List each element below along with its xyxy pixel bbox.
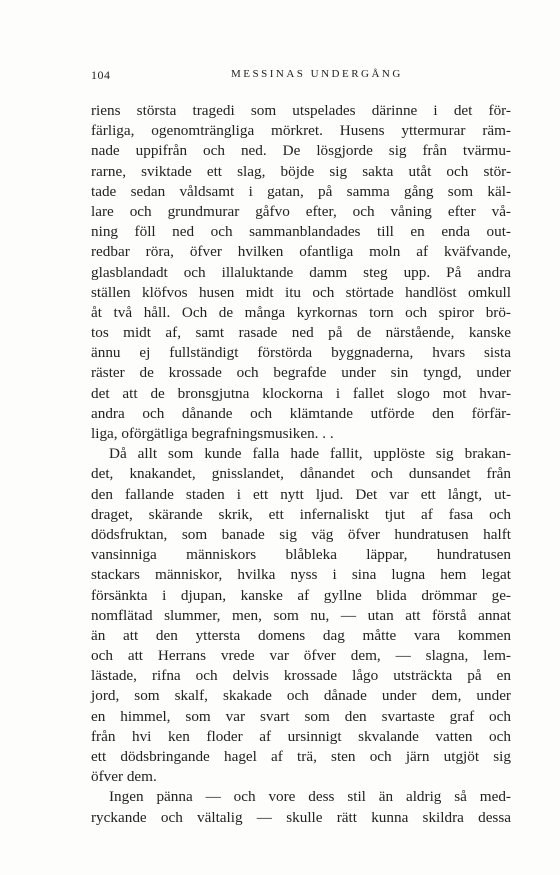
page-number: 104 [91,68,111,82]
text-line: ett dödsbringande hagel af trä, sten och järn utgjöt sig [91,748,511,765]
text-line: nade uppifrån och ned. De lösgjorde sig från tvärmu- [91,142,511,160]
running-title: MESSINAS UNDERGÅNG [231,68,403,80]
text-line: räster de krossade och begrafde under sin tyngd, under [91,364,511,382]
text-line: liga, oförgätliga begrafningsmusiken. . . [91,425,334,442]
text-line: redbar röra, öfver hvilken ofantliga moln af kväfvande, [91,243,511,261]
page-header [91,68,511,88]
text-line: åt två håll. Och de många kyrkornas torn och spiror brö- [91,303,511,321]
text-line: lästade, rifna och delvis krossade lågo utsträckta på en [91,667,511,685]
text-line: än att den yttersta domens dag måtte vara kommen [91,626,511,644]
text-line: Då allt som kunde falla hade fallit, upplöste sig brakan- [109,445,511,463]
text-line: jord, som skalf, skakade och dånade under dem, under [91,687,511,705]
text-line: den fallande staden i ett nytt ljud. Det var ett långt, ut- [91,485,511,503]
text-line: från hvi ken floder af ursinnigt skvalande vatten och [91,727,511,745]
text-line: rarne, sviktade ett slag, böjde sig sakta utåt och stör- [91,162,511,180]
text-line: dödsfruktan, som banade sig väg öfver hundratusen halft [91,525,511,543]
text-line: en himmel, som var svart som den svartaste graf och [91,707,511,725]
text-line: nomflätad slummer, men, som nu, — utan att förstå annat [91,606,511,624]
text-line: öfver dem. [91,768,157,786]
text-line: draget, skärande skrik, ett infernaliskt tjut af fasa och [91,505,511,523]
text-line: det, knakandet, gnisslandet, dånandet och dunsandet från [91,465,511,483]
text-line: tos midt af, samt rasade ned på de närstående, kanske [91,324,511,342]
text-line: försänkta i djupan, kanske af gyllne blida drömmar ge- [91,586,511,604]
text-line: färliga, ogenomträngliga mörkret. Husens yttermurar räm- [91,122,511,140]
text-line: stackars människor, hvilka nyss i sina lugna hem legat [91,566,511,584]
text-line: det att de bronsgjutna klockorna i fallet slogo mot hvar- [91,384,511,402]
text-line: tade sedan våldsamt i gatan, på samma gång som käl- [91,182,511,200]
text-line: ännu ej fullständigt förstörda byggnaderna, hvars sista [91,344,511,362]
text-line: vansinniga människors blåbleka läppar, hundratusen [91,546,511,564]
text-line: glasblandadt och illaluktande damm steg upp. På andra [91,263,511,281]
text-line: Ingen pänna — och vore dess stil än aldrig så med- [109,788,511,806]
text-line: riens största tragedi som utspelades därinne i det för- [91,102,511,119]
body-text [91,101,511,828]
text-line: andra och dånande och klämtande utförde den förfär- [91,404,511,422]
text-line: lare och grundmurar gåfvo efter, och våning efter vå- [91,202,511,220]
text-line: ryckande och vältalig — skulle rätt kunna skildra dessa [91,808,511,826]
text-line: ning föll ned och sammanblandades till en enda out- [91,223,511,241]
text-line: ställen klöfvos husen midt itu och störtade handlöst omkull [91,283,511,301]
text-line: och att Herrans vrede var öfver dem, — slagna, lem- [91,647,511,665]
